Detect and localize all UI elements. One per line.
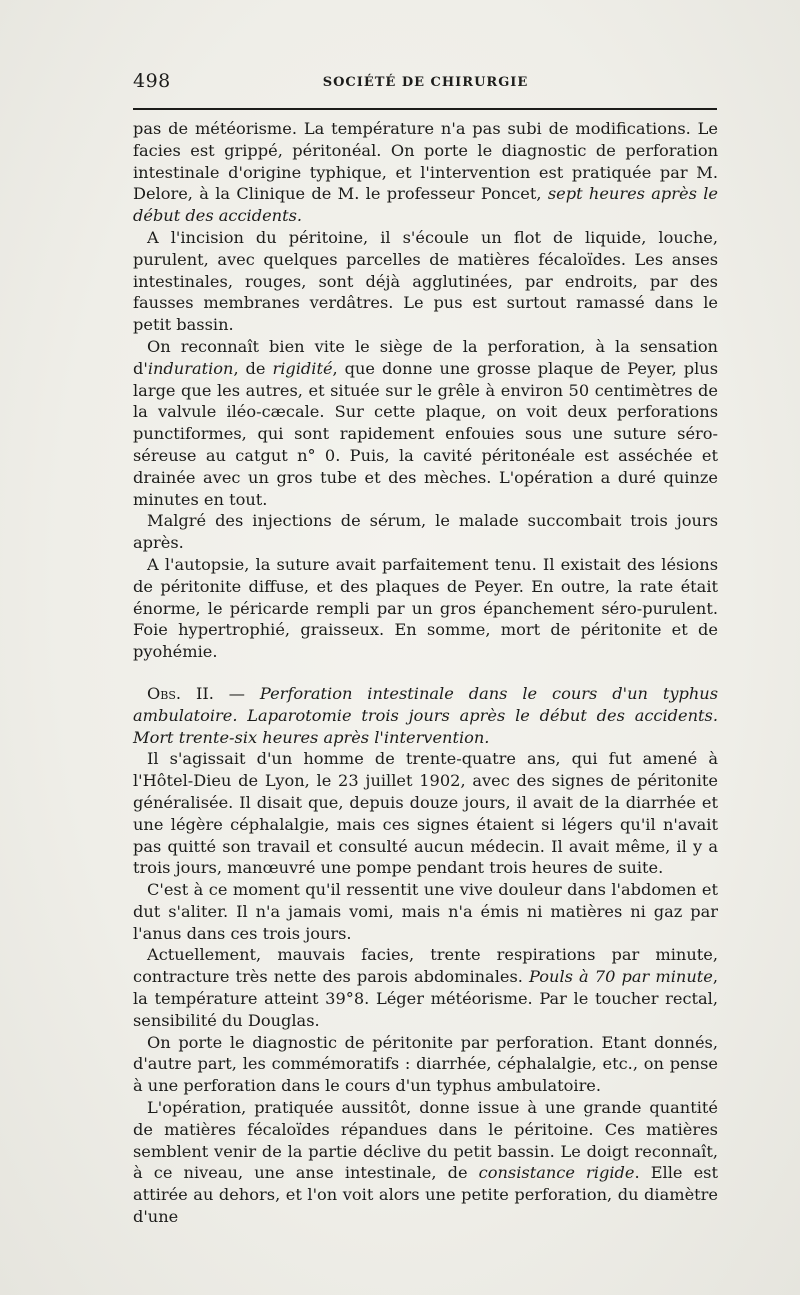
paragraph-italic: consistance rigide xyxy=(478,1163,635,1183)
paragraph-4: Malgré des injections de sérum, le malade succombait trois jours après. xyxy=(133,511,718,553)
paragraph-italic: Pouls à 70 par minute xyxy=(529,967,713,987)
paragraph-text: pas de météorisme. La température n'a pas subi de modifications. Le facies est grippé, péritonéal. On porte le diagnostic de perforation intestinale d'origine typhique, et l'intervention est pratiquée par M. Delore, à la Clinique de M. le professeur Poncet, xyxy=(133,119,718,204)
observation-dash: — xyxy=(213,683,260,703)
header-rule xyxy=(133,108,717,110)
paragraph-italic: induration xyxy=(147,358,234,378)
paragraph-text: , de xyxy=(233,358,273,378)
body-text xyxy=(133,118,718,1228)
paragraph-text: On reconnaît bien vite le siège de la perforation, à la sensation d' xyxy=(133,336,718,378)
paragraph-7: C'est à ce moment qu'il ressentit une vive douleur dans l'abdomen et dut s'aliter. Il n'a jamais vomi, mais n'a émis ni matières ni gaz par l'anus dans ces trois jours. xyxy=(133,880,718,943)
paragraph-9: On porte le diagnostic de péritonite par perforation. Etant donnés, d'autre part, les commémoratifs : diarrhée, céphalalgie, etc., on pense à une perforation dans le cours d'un typhus ambulatoire. xyxy=(133,1032,718,1096)
paragraph-10 xyxy=(133,1097,718,1228)
paragraph-text: , que donne une grosse plaque de Peyer, plus large que les autres, et située sur le grêle à environ 50 centimètres de la valvule iléo-cæcale. Sur cette plaque, on voit deux perforations punctiformes, qui sont rapidement enfouies sous une suture séro-séreuse au catgut n° 0. Puis, la cavité péritonéale est asséchée et drainée avec un gros tube et des mèches. L'opération a duré quinze minutes en tout. xyxy=(133,358,719,509)
paragraph-2: A l'incision du péritoine, il s'écoule un flot de liquide, louche, purulent, avec quelques parcelles de matières fécaloïdes. Les anses intestinales, rouges, sont déjà agglutinées, par endroits, par des fausses membranes verdâtres. Le pus est surtout ramassé dans le petit bassin. xyxy=(133,227,718,335)
page-header xyxy=(133,70,718,102)
paragraph-italic: sept heures après le début des accidents. xyxy=(133,184,718,226)
page-number: 498 xyxy=(133,70,171,92)
paragraph-5: A l'autopsie, la suture avait parfaitement tenu. Il existait des lésions de péritonite diffuse, et des plaques de Peyer. En outre, la rate était énorme, le péricarde rempli par un gros épanchement séro-purulent. Foie hypertrophié, graisseux. En somme, mort de péritonite et de pyohémie. xyxy=(133,554,718,662)
paragraph-text: . Elle est attirée au dehors, et l'on voit alors une petite perforation, du diamètre d'une xyxy=(133,1163,718,1227)
paragraph-3 xyxy=(133,336,718,510)
observation-title: Perforation intestinale dans le cours d'un typhus ambulatoire. Laparotomie trois jours après le début des accidents. Mort trente-six heures après l'intervention. xyxy=(133,683,718,747)
observation-heading xyxy=(133,683,718,748)
paragraph-6: Il s'agissait d'un homme de trente-quatre ans, qui fut amené à l'Hôtel-Dieu de Lyon, le 23 juillet 1902, avec des signes de péritonite généralisée. Il disait que, depuis douze jours, il avait de la diarrhée et une légère céphalalgie, mais ces signes étaient si légers qu'il n'avait pas quitté son travail et consulté aucun médecin. Il avait même, il y a trois jours, manœuvré une pompe pendant trois heures de suite. xyxy=(133,749,718,878)
observation-label: Obs. II. xyxy=(147,683,214,703)
paragraph-text: Actuellement, mauvais facies, trente respirations par minute, contracture très nette des parois abdominales. xyxy=(133,945,718,987)
running-head: SOCIÉTÉ DE CHIRURGIE xyxy=(322,75,529,90)
paragraph-8 xyxy=(133,944,718,1031)
paragraph-italic: rigidité xyxy=(272,358,333,378)
paragraph-text: L'opération, pratiquée aussitôt, donne issue à une grande quantité de matières fécaloïdes répandues dans le péritoine. Ces matières semblent venir de la partie déclive du petit bassin. Le doigt reconnaît, à ce niveau, une anse intestinale, de xyxy=(133,1098,718,1183)
paragraph-1 xyxy=(133,118,718,227)
paragraph-text: , la température atteint 39°8. Léger météorisme. Par le toucher rectal, sensibilité du Douglas. xyxy=(133,967,718,1030)
